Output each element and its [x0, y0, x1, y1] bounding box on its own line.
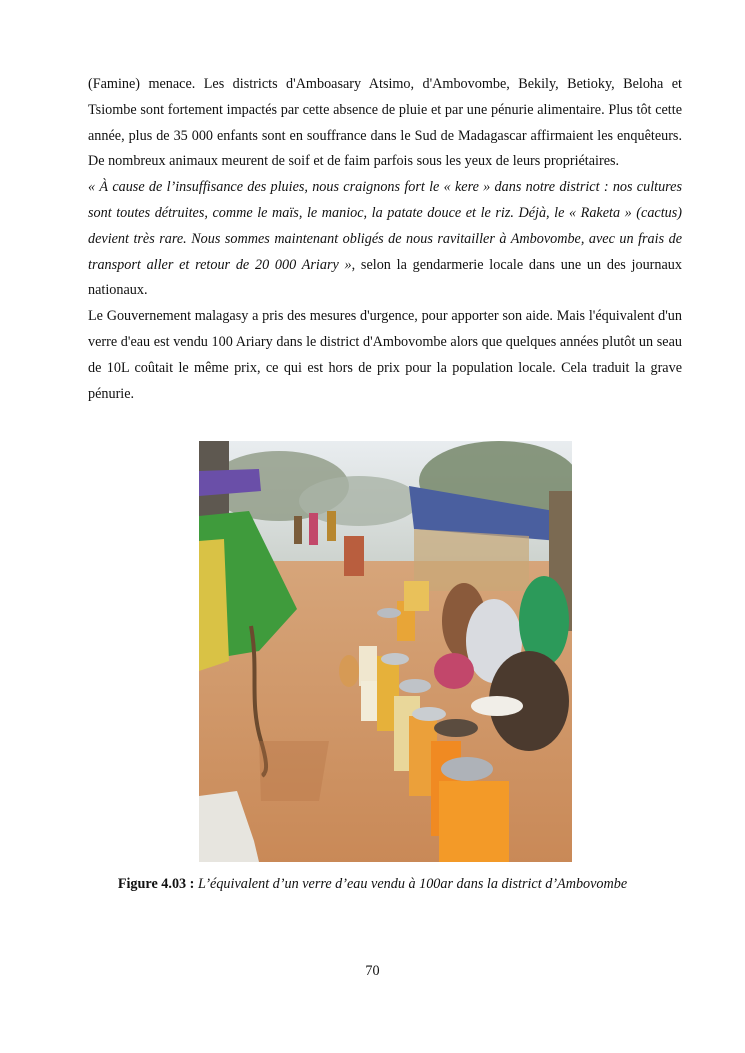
metal-bowl — [377, 608, 401, 618]
metal-bowl — [441, 757, 493, 781]
paragraph-famine: (Famine) menace. Les districts d'Amboasary Atsimo, d'Ambovombe, Bekily, Betioky, Beloha et Tsiombe sont fortement impactés par cette absence de pluie et par une pénurie alimentaire. Plus tôt cette année, plus de 35 000 enfants sont en souffrance dans le Sud de Madagascar affirmaient les enquêteurs. De nombreux animaux meurent de soif et de faim parfois sous les yeux de leurs propriétaires. — [88, 76, 682, 170]
quote-attribution: , selon la gendarmerie locale dans une un des journaux nationaux. — [88, 256, 682, 299]
figure-caption-text: L’équivalent d’un verre d’eau vendu à 100ar dans la district d’Ambovombe — [197, 876, 628, 892]
jerrycan — [439, 781, 509, 862]
water-queue-photo — [199, 441, 572, 862]
shadow — [259, 741, 329, 801]
white-basin — [471, 696, 523, 716]
paragraph-government: Le Gouvernement malagasy a pris des mesures d'urgence, pour apporter son aide. Mais l'équivalent d'un verre d'eau est vendu 100 Ariary dans le district d'Ambovombe alors que quelques années plutôt un seau de 10L coûtait le même prix, ce qui est hors de prix pour la population locale. Cela traduit la grave pénurie. — [88, 308, 682, 402]
pink-cloth — [434, 653, 474, 689]
person — [327, 511, 336, 541]
metal-bowl — [399, 679, 431, 693]
person — [344, 536, 364, 576]
body-text — [88, 72, 682, 407]
jerrycan — [404, 581, 429, 611]
jerrycan — [361, 681, 377, 721]
quote-text: « À cause de l’insuffisance des pluies, nous craignons fort le « kere » dans notre district : nos cultures sont toutes détruites, comme le maïs, le manioc, la patate douce et le riz. Déjà, le « Raketa » (cactus) devient très rare. Nous sommes maintenant obligés de nous ravitailler à Ambovombe, avec un frais de transport aller et retour de 20 000 Ariary » — [88, 179, 682, 273]
page-number: 70 — [365, 963, 380, 979]
metal-bowl — [434, 719, 478, 737]
pot — [339, 655, 359, 687]
yellow-sack — [199, 539, 229, 671]
figure-label: Figure 4.03 : — [117, 876, 195, 892]
person — [309, 513, 318, 545]
figure-caption — [0, 876, 745, 893]
figure-photo — [199, 441, 572, 862]
jerrycan — [359, 646, 377, 686]
metal-bowl — [412, 707, 446, 721]
shelter-curtain — [414, 529, 529, 591]
metal-bowl — [381, 653, 409, 665]
paragraph-quote — [88, 175, 682, 304]
person — [294, 516, 302, 544]
